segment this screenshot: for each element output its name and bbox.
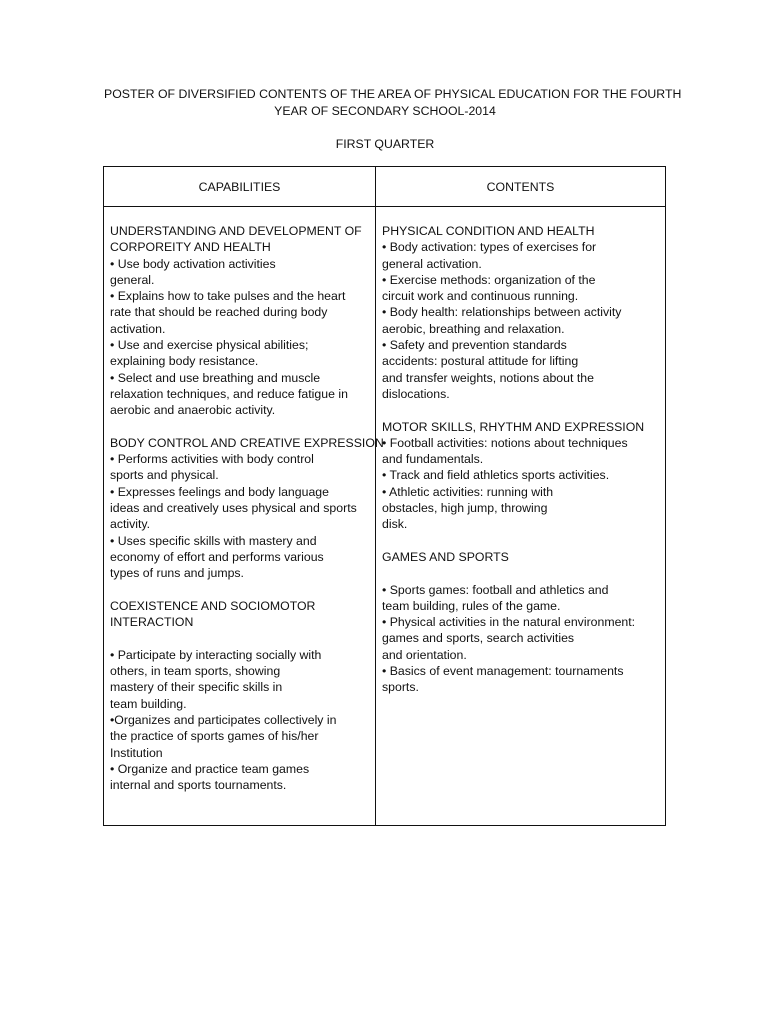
- capabilities-line: Institution: [110, 745, 163, 760]
- capabilities-spacer: [110, 419, 372, 435]
- capabilities-line: • Uses specific skills with mastery and: [110, 533, 317, 548]
- contents-line: and orientation.: [382, 647, 467, 662]
- contents-spacer: [382, 402, 662, 418]
- capabilities-line: rate that should be reached during body: [110, 305, 328, 320]
- capabilities-line: • Performs activities with body control: [110, 452, 314, 467]
- capabilities-line: aerobic and anaerobic activity.: [110, 403, 276, 418]
- capabilities-line: BODY CONTROL AND CREATIVE EXPRESSION: [110, 435, 384, 450]
- contents-line: • Athletic activities: running with: [382, 484, 554, 499]
- capabilities-line: sports and physical.: [110, 468, 219, 483]
- contents-line: • Basics of event management: tournaments: [382, 664, 624, 679]
- capabilities-line: relaxation techniques, and reduce fatigue in: [110, 386, 348, 401]
- capabilities-line: the practice of sports games of his/her: [110, 729, 319, 744]
- capabilities-line: UNDERSTANDING AND DEVELOPMENT OF: [110, 224, 362, 238]
- contents-spacer: [382, 565, 662, 581]
- document-title: [104, 86, 682, 120]
- capabilities-line: activation.: [110, 321, 166, 336]
- capabilities-line: explaining body resistance.: [110, 354, 259, 369]
- capabilities-line: general.: [110, 272, 155, 287]
- contents-line: • Football activities: notions about techniques: [382, 435, 628, 450]
- contents-line: • Sports games: football and athletics and: [382, 582, 609, 597]
- contents-line: games and sports, search activities: [382, 631, 575, 646]
- contents-line: dislocations.: [382, 386, 450, 401]
- capabilities-line: •Organizes and participates collectively in: [110, 712, 337, 727]
- contents-line: • Body health: relationships between activity: [382, 305, 622, 320]
- capabilities-line: • Explains how to take pulses and the heart: [110, 289, 346, 304]
- title-line-2: YEAR OF SECONDARY SCHOOL-2014: [274, 104, 496, 118]
- contents-spacer: [382, 533, 662, 549]
- column-divider: [375, 167, 376, 825]
- capabilities-spacer: [110, 630, 372, 646]
- contents-line: PHYSICAL CONDITION AND HEALTH: [382, 224, 595, 238]
- capabilities-line: team building.: [110, 696, 187, 711]
- capabilities-line: others, in team sports, showing: [110, 664, 281, 679]
- header-divider: [104, 206, 665, 207]
- capabilities-line: ideas and creatively uses physical and sports: [110, 501, 357, 516]
- contents-line: GAMES AND SPORTS: [382, 549, 509, 564]
- capabilities-line: • Use body activation activities: [110, 256, 276, 271]
- contents-line: general activation.: [382, 256, 482, 271]
- contents-line: accidents: postural attitude for lifting: [382, 354, 579, 369]
- capabilities-line: COEXISTENCE AND SOCIOMOTOR: [110, 598, 316, 613]
- quarter-heading: FIRST QUARTER: [335, 137, 435, 151]
- contents-line: and fundamentals.: [382, 452, 484, 467]
- capabilities-line: INTERACTION: [110, 615, 194, 630]
- contents-line: aerobic, breathing and relaxation.: [382, 321, 565, 336]
- capabilities-line: internal and sports tournaments.: [110, 778, 287, 793]
- contents-line: MOTOR SKILLS, RHYTHM AND EXPRESSION: [382, 419, 645, 434]
- contents-line: • Body activation: types of exercises for: [382, 240, 597, 255]
- contents-line: • Safety and prevention standards: [382, 338, 567, 353]
- title-line-1: POSTER OF DIVERSIFIED CONTENTS OF THE AREA OF PHYSICAL EDUCATION FOR THE FOURTH: [104, 87, 682, 101]
- contents-line: and transfer weights, notions about the: [382, 370, 594, 385]
- contents-line: obstacles, high jump, throwing: [382, 501, 548, 516]
- capabilities-line: • Use and exercise physical abilities;: [110, 338, 309, 353]
- capabilities-line: • Select and use breathing and muscle: [110, 370, 321, 385]
- contents-line: team building, rules of the game.: [382, 598, 561, 613]
- header-contents: CONTENTS: [486, 179, 555, 194]
- contents-line: circuit work and continuous running.: [382, 289, 579, 304]
- contents-cell: [382, 223, 662, 696]
- contents-line: disk.: [382, 517, 408, 532]
- capabilities-line: • Expresses feelings and body language: [110, 484, 329, 499]
- capabilities-line: mastery of their specific skills in: [110, 680, 283, 695]
- capabilities-line: economy of effort and performs various: [110, 549, 324, 564]
- contents-line: • Track and field athletics sports activities.: [382, 468, 610, 483]
- capabilities-line: • Participate by interacting socially with: [110, 647, 322, 662]
- contents-line: • Exercise methods: organization of the: [382, 272, 596, 287]
- content-table: [103, 166, 666, 826]
- header-capabilities: CAPABILITIES: [198, 179, 281, 194]
- capabilities-line: types of runs and jumps.: [110, 566, 244, 581]
- capabilities-cell: [110, 223, 384, 793]
- capabilities-spacer: [110, 582, 372, 598]
- capabilities-line: CORPOREITY AND HEALTH: [110, 240, 271, 255]
- capabilities-line: activity.: [110, 517, 151, 532]
- contents-line: • Physical activities in the natural environment:: [382, 615, 636, 630]
- capabilities-line: • Organize and practice team games: [110, 761, 310, 776]
- contents-line: sports.: [382, 680, 419, 695]
